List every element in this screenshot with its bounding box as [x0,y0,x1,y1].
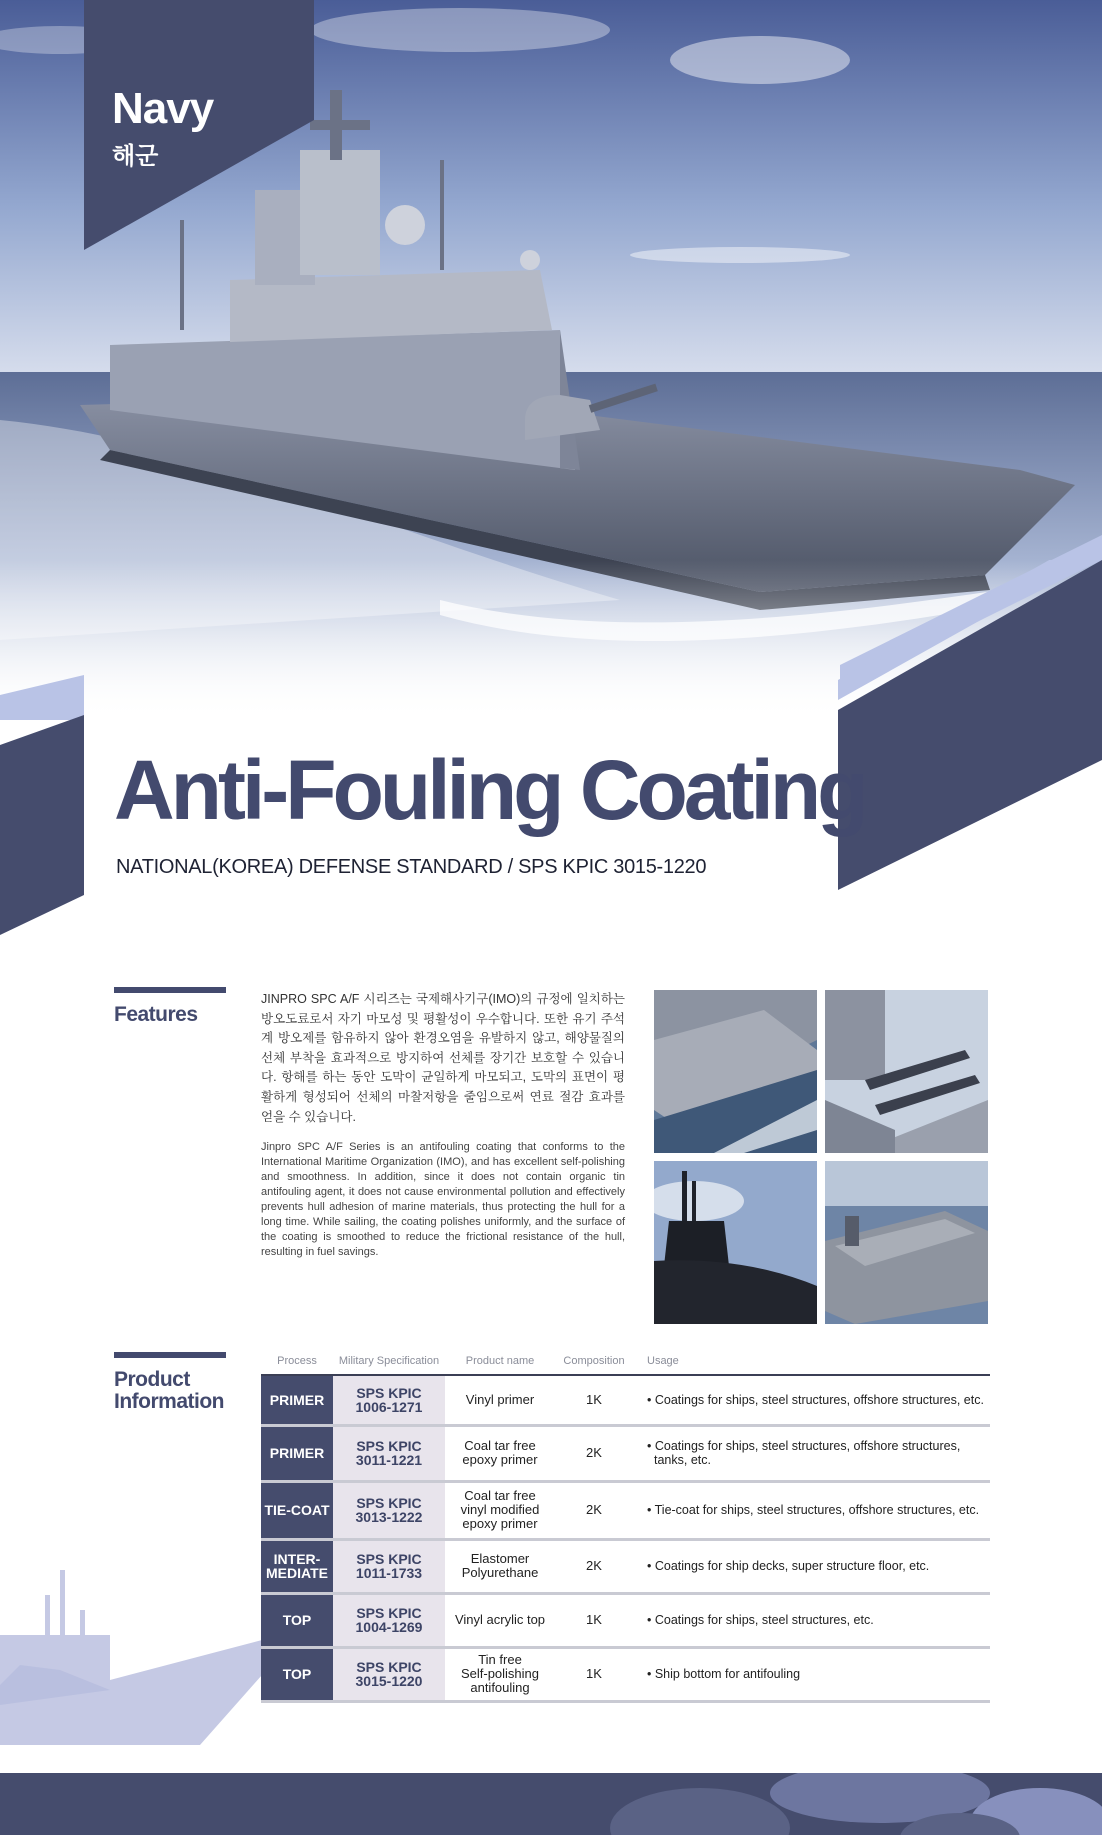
table-row [261,1539,990,1593]
spec-line: 1011-1733 [355,1565,423,1581]
spec-cell [333,1481,445,1539]
spec-line: 1006-1271 [355,1398,423,1415]
col-product-name: Product name [445,1348,555,1375]
camo-pattern [0,1773,1102,1835]
composition-cell: 2K [555,1539,633,1593]
table-row [261,1593,990,1647]
spec-line: 3015-1220 [355,1673,423,1689]
features-label: Features [114,1003,198,1026]
photo-submarine [654,1161,817,1324]
left-decor-shape [0,700,90,940]
usage-cell [633,1593,990,1647]
table-row [261,1425,990,1481]
composition-cell: 1K [555,1593,633,1647]
product-name-cell [445,1481,555,1539]
spec-line: SPS KPIC [356,1438,422,1454]
process-cell [261,1539,333,1593]
photo-aircraft-carrier [825,1161,988,1324]
page-title: Anti-Fouling Coating [114,743,865,837]
category-title: Navy [112,84,214,133]
process-line: INTER- [273,1551,321,1567]
features-text-korean: JINPRO SPC A/F 시리즈는 국제해사기구(IMO)의 규정에 일치하는 방오도료로서 자기 마모성 및 평활성이 우수합니다. 또한 유기 주석계 방오제를 함유하지 않아 환경오염을 유발하지 않고, 해양물질의 선체 부착을 효과적으로 방지하여 선체를 장기간 보호할 수 있습니다. 항해를 하는 동안 도막이 균일하게 마모되고, 도막의 표면이 평활하게 형성되어 선체의 마찰저항을 줄임으로써 연료 절감 효과를 얻을 수 있습니다. [261,992,625,1124]
name-line: Elastomer [470,1551,530,1566]
usage-cell [633,1539,990,1593]
name-line: Polyurethane [461,1565,539,1580]
spec-cell [333,1647,445,1701]
table-row [261,1375,990,1425]
usage-cell [633,1481,990,1539]
footer-band [0,1773,1102,1835]
spec-line: SPS KPIC [356,1384,422,1401]
spec-line: 3011-1221 [355,1452,423,1468]
spec-cell [333,1539,445,1593]
usage-line: tanks, etc. [654,1453,711,1467]
composition-cell: 2K [555,1481,633,1539]
photo-deck-guns [825,990,988,1153]
features-bar [114,987,226,993]
usage-line: • Ship bottom for antifouling [647,1667,801,1681]
usage-cell [633,1375,990,1425]
name-line: Vinyl acrylic top [454,1612,546,1627]
process-line: MEDIATE [266,1565,328,1581]
composition-cell: 2K [555,1425,633,1481]
features-text-english: Jinpro SPC A/F Series is an antifouling coating that conforms to the International Maritime Organization (IMO), and has excellent self-polishing and smoothness. In addition, since it does not contain organic tin antifouling agent, it does not cause environmental pollution and effectively prevents hull adhesion of marine materials, thus protecting the hull for a long time. While sailing, the coating polishes uniformly, and the surface of the coating is smoothed to reduce the frictional resistance of the hull, resulting in fuel savings. [261,1141,625,1258]
factory-silhouette [0,1565,262,1745]
col-usage: Usage [633,1348,990,1375]
usage-line: • Coatings for ships, steel structures, offshore structures, etc. [647,1392,984,1407]
spec-cell [333,1593,445,1647]
spec-line: 3013-1222 [355,1509,423,1525]
name-line: antifouling [470,1680,530,1695]
spec-line: 1004-1269 [355,1619,423,1635]
name-line: Self-polishing [460,1666,540,1681]
process-cell: PRIMER [261,1375,333,1425]
composition-cell: 1K [555,1647,633,1701]
spec-cell [333,1425,445,1481]
photo-ship-deck [654,990,817,1153]
usage-cell [633,1425,990,1481]
name-line: Coal tar free [464,1488,536,1503]
process-cell: PRIMER [261,1425,333,1481]
usage-line: • Coatings for ship decks, super structure floor, etc. [647,1559,930,1573]
page-subtitle: NATIONAL(KOREA) DEFENSE STANDARD / SPS KPIC 3015-1220 [116,856,707,878]
process-cell: TIE-COAT [261,1481,333,1539]
product-name-cell [445,1375,555,1425]
spec-line: SPS KPIC [356,1605,422,1621]
table-row [261,1647,990,1701]
col-process: Process [261,1348,333,1375]
col-military-spec: Military Specification [333,1348,445,1375]
name-line: vinyl modified [460,1502,540,1517]
usage-line: • Coatings for ships, steel structures, etc. [647,1613,874,1627]
usage-line: • Tie-coat for ships, steel structures, offshore structures, etc. [647,1503,980,1517]
product-name-cell [445,1647,555,1701]
name-line: epoxy primer [462,1452,538,1467]
name-line: Vinyl primer [465,1391,535,1407]
col-composition: Composition [555,1348,633,1375]
composition-cell: 1K [555,1375,633,1425]
table-row [261,1481,990,1539]
category-title-korean: 해군 [112,143,159,170]
name-line: Coal tar free [464,1438,536,1453]
usage-cell [633,1647,990,1701]
name-line: epoxy primer [462,1516,538,1531]
table-header-row [261,1348,990,1375]
right-decor-shape [838,560,1102,900]
product-info-bar [114,1352,226,1358]
product-info-label-line1: Product [114,1368,190,1391]
process-cell: TOP [261,1593,333,1647]
spec-line: SPS KPIC [356,1551,422,1567]
spec-cell [333,1375,445,1425]
spec-line: SPS KPIC [356,1659,422,1675]
product-name-cell [445,1593,555,1647]
product-table [261,1348,990,1703]
product-info-label-line2: Information [114,1390,224,1413]
product-name-cell [445,1539,555,1593]
product-name-cell [445,1425,555,1481]
process-cell: TOP [261,1647,333,1701]
name-line: Tin free [478,1652,522,1667]
product-info-label [114,1369,224,1413]
spec-line: SPS KPIC [356,1495,422,1511]
usage-line: • Coatings for ships, steel structures, offshore structures, [647,1439,961,1453]
